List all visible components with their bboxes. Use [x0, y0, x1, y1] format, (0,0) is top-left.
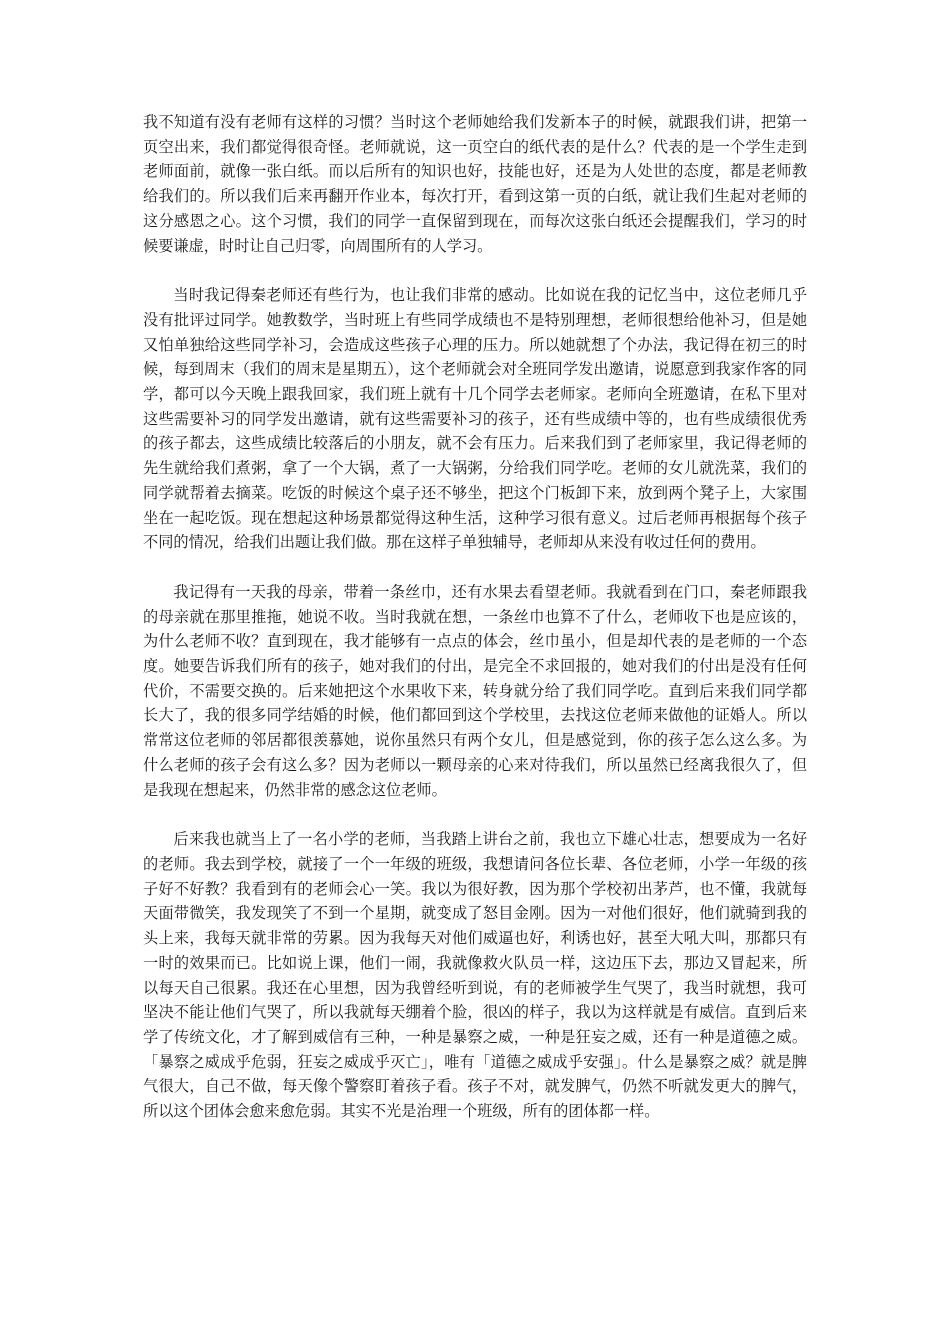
paragraph-3: 我记得有一天我的母亲，带着一条丝巾，还有水果去看望老师。我就看到在门口，秦老师跟我的母亲就在那里推拖，她说不收。当时我就在想，一条丝巾也算不了什么，老师收下也是应该的，为什么老师不收？直到现在，我才能够有一点点的体会，丝巾虽小，但是却代表的是老师的一个态度。她要告诉我们所有的孩子，她对我们的付出，是完全不求回报的，她对我们的付出是没有任何代价，不需要交换的。后来她把这个水果收下来，转身就分给了我们同学吃。直到后来我们同学都长大了，我的很多同学结婚的时候，他们都回到这个学校里，去找这位老师来做他的证婚人。所以常常这位老师的邻居都很羡慕她，说你虽然只有两个女儿，但是感觉到，你的孩子怎么这么多。为什么老师的孩子会有这么多？因为老师以一颗母亲的心来对待我们，所以虽然已经离我很久了，但是我现在想起来，仍然非常的感念这位老师。 — [143, 582, 807, 799]
document-body — [143, 110, 807, 1149]
paragraph-4: 后来我也就当上了一名小学的老师，当我踏上讲台之前，我也立下雄心壮志，想要成为一名好的老师。我去到学校，就接了一个一年级的班级，我想请问各位长辈、各位老师，小学一年级的孩子好不好教？我看到有的老师会心一笑。我以为很好教，因为那个学校初出茅芦，也不懂，我就每天面带微笑，我发现笑了不到一个星期，就变成了怒目金刚。因为一对他们很好，他们就骑到我的头上来，我每天就非常的劳累。因为我每天对他们威逼也好，利诱也好，甚至大吼大叫，那都只有一时的效果而已。比如说上课，他们一闹，我就像救火队员一样，这边压下去，那边又冒起来，所以每天自己很累。我还在心里想，因为我曾经听到说，有的老师被学生气哭了，我当时就想，我可坚决不能让他们气哭了，所以我就每天绷着个脸，很凶的样子，我以为这样就是有威信。直到后来学了传统文化，才了解到威信有三种，一种是暴察之威，一种是狂妄之威，还有一种是道德之威。「暴察之威成乎危弱，狂妄之威成乎灭亡」，唯有「道德之威成乎安强」。什么是暴察之威？就是脾气很大，自己不做，每天像个警察盯着孩子看。孩子不对，就发脾气，仍然不听就发更大的脾气，所以这个团体会愈来愈危弱。其实不光是治理一个班级，所有的团体都一样。 — [143, 830, 807, 1121]
paragraph-2: 当时我记得秦老师还有些行为，也让我们非常的感动。比如说在我的记忆当中，这位老师几乎没有批评过同学。她教数学，当时班上有些同学成绩也不是特别理想，老师很想给他补习，但是她又怕单独给这些同学补习，会造成这些孩子心理的压力。所以她就想了个办法，我记得在初三的时候，每到周末（我们的周末是星期五），这个老师就会对全班同学发出邀请，说愿意到我家作客的同学，都可以今天晚上跟我回家，我们班上就有十几个同学去老师家。老师向全班邀请，在私下里对这些需要补习的同学发出邀请，就有这些需要补习的孩子，还有些成绩中等的，也有些成绩很优秀的孩子都去，这些成绩比较落后的小朋友，就不会有压力。后来我们到了老师家里，我记得老师的先生就给我们煮粥，拿了一个大锅，煮了一大锅粥，分给我们同学吃。老师的女儿就洗菜，我们的同学就帮着去摘菜。吃饭的时候这个桌子还不够坐，把这个门板卸下来，放到两个凳子上，大家围坐在一起吃饭。现在想起这种场景都觉得这种生活，这种学习很有意义。过后老师再根据每个孩子不同的情况，给我们出题让我们做。那在这样子单独辅导，老师却从来没有收过任何的费用。 — [143, 286, 807, 552]
paragraph-1: 我不知道有没有老师有这样的习惯？当时这个老师她给我们发新本子的时候，就跟我们讲，把第一页空出来，我们都觉得很奇怪。老师就说，这一页空白的纸代表的是什么？代表的是一个学生走到老师面前，就像一张白纸。而以后所有的知识也好，技能也好，还是为人处世的态度，都是老师教给我们的。所以我们后来再翻开作业本，每次打开，看到这第一页的白纸，就让我们生起对老师的这分感恩之心。这个习惯，我们的同学一直保留到现在，而每次这张白纸还会提醒我们，学习的时候要谦虚，时时让自己归零，向周围所有的人学习。 — [143, 113, 807, 255]
